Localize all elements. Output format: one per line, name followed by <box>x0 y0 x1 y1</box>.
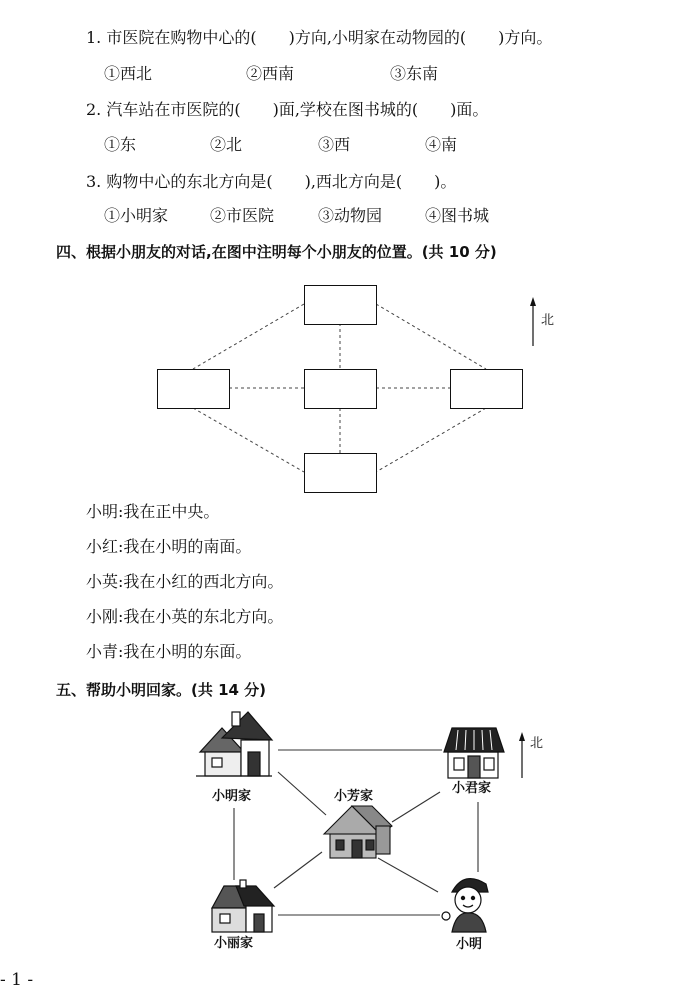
dialogue-line: 小刚:我在小英的东北方向。 <box>86 607 284 626</box>
question-3-option-4: ④图书城 <box>425 206 490 225</box>
question-3-option-1: ①小明家 <box>104 206 169 225</box>
question-3-text: 3. 购物中心的东北方向是( ),西北方向是( )。 <box>86 172 457 191</box>
question-1-option-2: ②西南 <box>246 64 295 83</box>
question-3-option-3: ③动物园 <box>318 206 383 225</box>
question-3-option-2: ②市医院 <box>210 206 275 225</box>
dialogue-line: 小青:我在小明的东面。 <box>86 642 252 661</box>
label-xiaofang-home: 小芳家 <box>334 789 374 804</box>
dialogue-line: 小英:我在小红的西北方向。 <box>86 572 284 591</box>
question-1-text: 1. 市医院在购物中心的( )方向,小明家在动物园的( )方向。 <box>86 28 553 47</box>
label-xiaoming: 小明 <box>456 937 483 952</box>
north-label: 北 <box>541 313 555 328</box>
house-icon <box>196 712 272 776</box>
dialogue-line: 小明:我在正中央。 <box>86 502 220 521</box>
page-number: - 1 - <box>0 970 34 990</box>
small-house-icon <box>212 880 274 932</box>
question-2-option-1: ①东 <box>104 135 137 154</box>
question-2-option-3: ③西 <box>318 135 351 154</box>
boy-icon <box>442 879 488 932</box>
question-2-option-2: ②北 <box>210 135 243 154</box>
label-xiaoming-home: 小明家 <box>212 789 252 804</box>
north-arrow-icon <box>519 732 525 778</box>
label-xiaoli-home: 小丽家 <box>214 936 254 951</box>
question-2-text: 2. 汽车站在市医院的( )面,学校在图书城的( )面。 <box>86 100 489 119</box>
section-5-heading: 五、帮助小明回家。(共 14 分) <box>56 681 267 699</box>
north-label: 北 <box>530 736 544 751</box>
brick-house-icon <box>324 806 392 858</box>
shop-icon <box>444 728 504 778</box>
label-xiaojun-home: 小君家 <box>452 781 492 796</box>
section-4-heading: 四、根据小朋友的对话,在图中注明每个小朋友的位置。(共 10 分) <box>56 243 497 261</box>
question-1-option-3: ③东南 <box>390 64 439 83</box>
dialogue-line: 小红:我在小明的南面。 <box>86 537 252 556</box>
question-2-option-4: ④南 <box>425 135 458 154</box>
question-1-option-1: ①西北 <box>104 64 153 83</box>
